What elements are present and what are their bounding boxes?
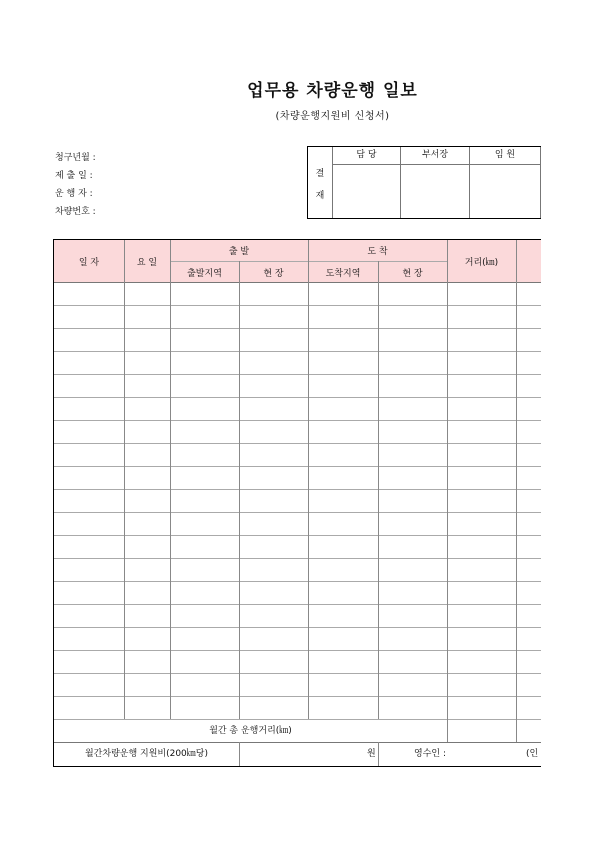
approval-header-dept-head: 부서장: [401, 147, 470, 165]
footer-column-line: [378, 742, 379, 766]
monthly-total-label: 월간 총 운행거리(㎞): [209, 726, 292, 736]
header-departure: 출 발: [228, 247, 250, 257]
row-line: [54, 443, 541, 444]
column-line: [378, 261, 379, 719]
row-line: [54, 673, 541, 674]
header-departure-site: 현 장: [263, 269, 284, 279]
row-line: [54, 696, 541, 697]
approval-sign-dept-head[interactable]: [401, 165, 470, 218]
row-line: [54, 397, 541, 398]
approval-sign-executive[interactable]: [470, 165, 541, 218]
approval-sign-staff[interactable]: [333, 165, 401, 218]
seal-label: (인: [526, 749, 539, 759]
vehicle-log-table: [53, 239, 541, 767]
receiver-label: 영수인 :: [414, 749, 446, 759]
approval-side-column: [308, 147, 333, 218]
row-line: [54, 558, 541, 559]
info-field-vehicle-number: 차량번호 :: [55, 207, 96, 217]
row-line: [54, 627, 541, 628]
row-line: [54, 328, 541, 329]
column-line: [516, 240, 517, 742]
row-line: [54, 305, 541, 306]
header-bottom-line: [54, 282, 541, 283]
approval-header-executive: 임 원: [470, 147, 541, 165]
row-line: [54, 374, 541, 375]
column-line: [447, 240, 448, 742]
document-subtitle: (차량운행지원비 신청서): [275, 111, 390, 122]
row-line: [54, 512, 541, 513]
approval-header-staff: 담 당: [333, 147, 401, 165]
total-row-line: [54, 742, 541, 743]
row-line: [54, 535, 541, 536]
row-line: [54, 351, 541, 352]
row-line: [54, 581, 541, 582]
header-arrival-site: 현 장: [402, 269, 423, 279]
header-departure-region: 출발지역: [187, 269, 222, 279]
row-line: [54, 650, 541, 651]
support-cost-label: 월간차량운행 지원비(200㎞당): [84, 749, 208, 759]
info-field-submit-date: 제 출 일 :: [55, 171, 93, 181]
info-field-driver: 운 행 자 :: [55, 189, 93, 199]
header-arrival: 도 착: [367, 247, 388, 257]
column-line: [124, 240, 125, 719]
footer-column-line: [239, 742, 240, 766]
row-line: [54, 604, 541, 605]
approval-side-label-1: 결: [315, 169, 325, 179]
header-date: 일 자: [78, 258, 100, 268]
approval-box: [307, 146, 541, 219]
header-distance: 거리(㎞): [464, 258, 499, 268]
document-title: 업무용 차량운행 일보: [247, 81, 418, 101]
column-line: [308, 240, 309, 719]
row-line: [54, 489, 541, 490]
row-line: [54, 719, 541, 720]
header-arrival-region: 도착지역: [325, 269, 361, 279]
currency-unit: 원: [367, 749, 376, 759]
approval-side-label-2: 재: [315, 191, 325, 201]
column-line: [239, 261, 240, 719]
info-field-billing-month: 청구년월 :: [55, 153, 96, 163]
column-line: [170, 240, 171, 719]
header-weekday: 요 일: [136, 258, 158, 268]
row-line: [54, 466, 541, 467]
row-line: [54, 420, 541, 421]
